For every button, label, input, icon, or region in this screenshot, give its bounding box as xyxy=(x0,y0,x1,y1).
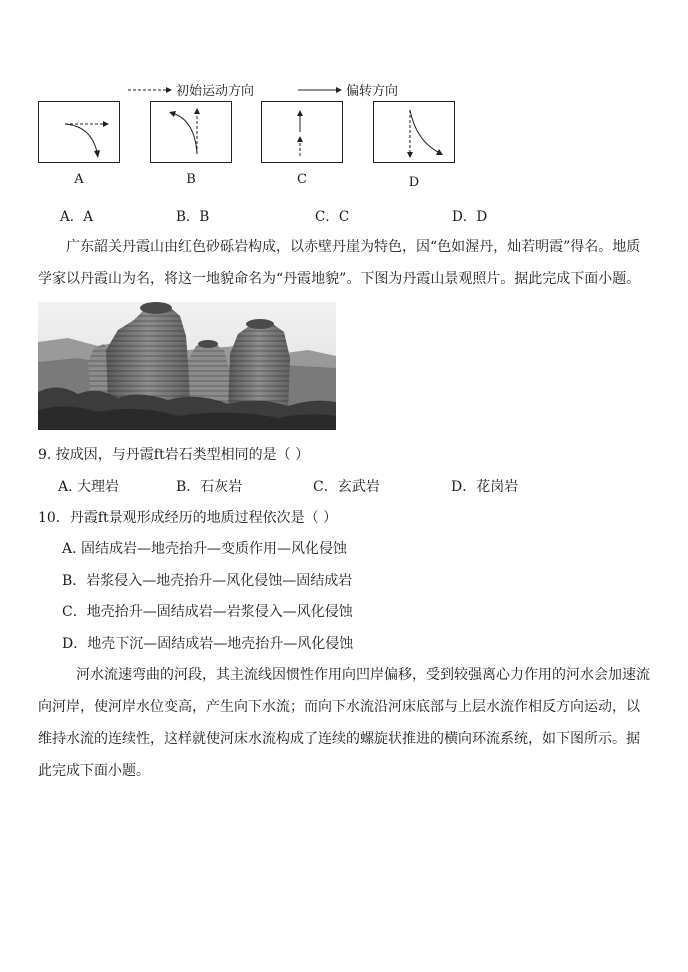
figure-box-c xyxy=(261,101,343,163)
q9-stem: 9. 按成因，与丹霞ft岩石类型相同的是（ ） xyxy=(38,447,310,463)
passage2-line2: 向河岸，使河岸水位变高，产生向下水流；而向下水流沿河床底部与上层水流作相反方向运动，以 xyxy=(38,699,640,715)
legend-deflect-direction xyxy=(298,80,398,99)
deflection-arrows-b-icon xyxy=(151,102,231,162)
q10-option-d: D．地壳下沉—固结成岩—地壳抬升—风化侵蚀 xyxy=(62,636,354,652)
figure-box-b xyxy=(150,101,232,163)
passage2-line3: 维持水流的连续性，这样就使河床水流构成了连续的螺旋状推进的横向环流系统，如下图所示。据 xyxy=(38,731,640,747)
figure-legend xyxy=(128,80,428,100)
deflection-arrows-c-icon xyxy=(262,102,342,162)
legend-initial-direction xyxy=(128,80,254,99)
figure-label-a: A xyxy=(74,172,84,187)
legend-initial-label: 初始运动方向 xyxy=(176,84,255,99)
q8-option-d: D．D xyxy=(452,209,488,225)
passage2-line1: 河水流速弯曲的河段，其主流线因惯性作用向凹岸偏移，受到较强离心力作用的河水会加速流 xyxy=(76,667,650,683)
passage1-line2: 学家以丹霞山为名，将这一地貌命名为“丹霞地貌”。下图为丹霞山景观照片。据此完成下面小题。 xyxy=(38,271,641,287)
solid-arrow-icon xyxy=(298,85,342,95)
figure-label-d: D xyxy=(408,175,420,190)
q10-option-c: C．地壳抬升—固结成岩—岩浆侵入—风化侵蚀 xyxy=(62,604,353,620)
danxia-landscape-photo xyxy=(38,302,336,430)
figure-box-d xyxy=(373,101,455,163)
q8-option-c: C．C xyxy=(315,209,350,225)
deflection-arrows-d-icon xyxy=(374,102,454,162)
passage2-line4: 此完成下面小题。 xyxy=(38,763,150,779)
q9-option-b: B．石灰岩 xyxy=(176,479,243,495)
q8-option-b: B．B xyxy=(176,209,210,225)
q10-option-a: A. 固结成岩—地壳抬升—变质作用—风化侵蚀 xyxy=(62,541,348,557)
q8-option-a: A．A xyxy=(60,209,93,225)
figure-label-c: C xyxy=(297,172,307,187)
deflection-arrows-a-icon xyxy=(39,102,119,162)
q10-stem: 10．丹霞ft景观形成经历的地质过程依次是（ ） xyxy=(38,510,338,526)
figure-box-a xyxy=(38,101,120,163)
q9-option-d: D．花岗岩 xyxy=(451,479,519,495)
figure-label-b: B xyxy=(186,172,196,187)
q9-option-a: A. 大理岩 xyxy=(58,479,120,495)
q9-option-c: C．玄武岩 xyxy=(313,479,380,495)
dashed-arrow-icon xyxy=(128,85,172,95)
passage1-line1: 广东韶关丹霞山由红色砂砾岩构成，以赤壁丹崖为特色，因“色如渥丹，灿若明霞”得名。地质 xyxy=(66,239,641,255)
legend-deflect-label: 偏转方向 xyxy=(346,84,399,99)
q10-option-b: B．岩浆侵入—地壳抬升—风化侵蚀—固结成岩 xyxy=(62,573,353,589)
